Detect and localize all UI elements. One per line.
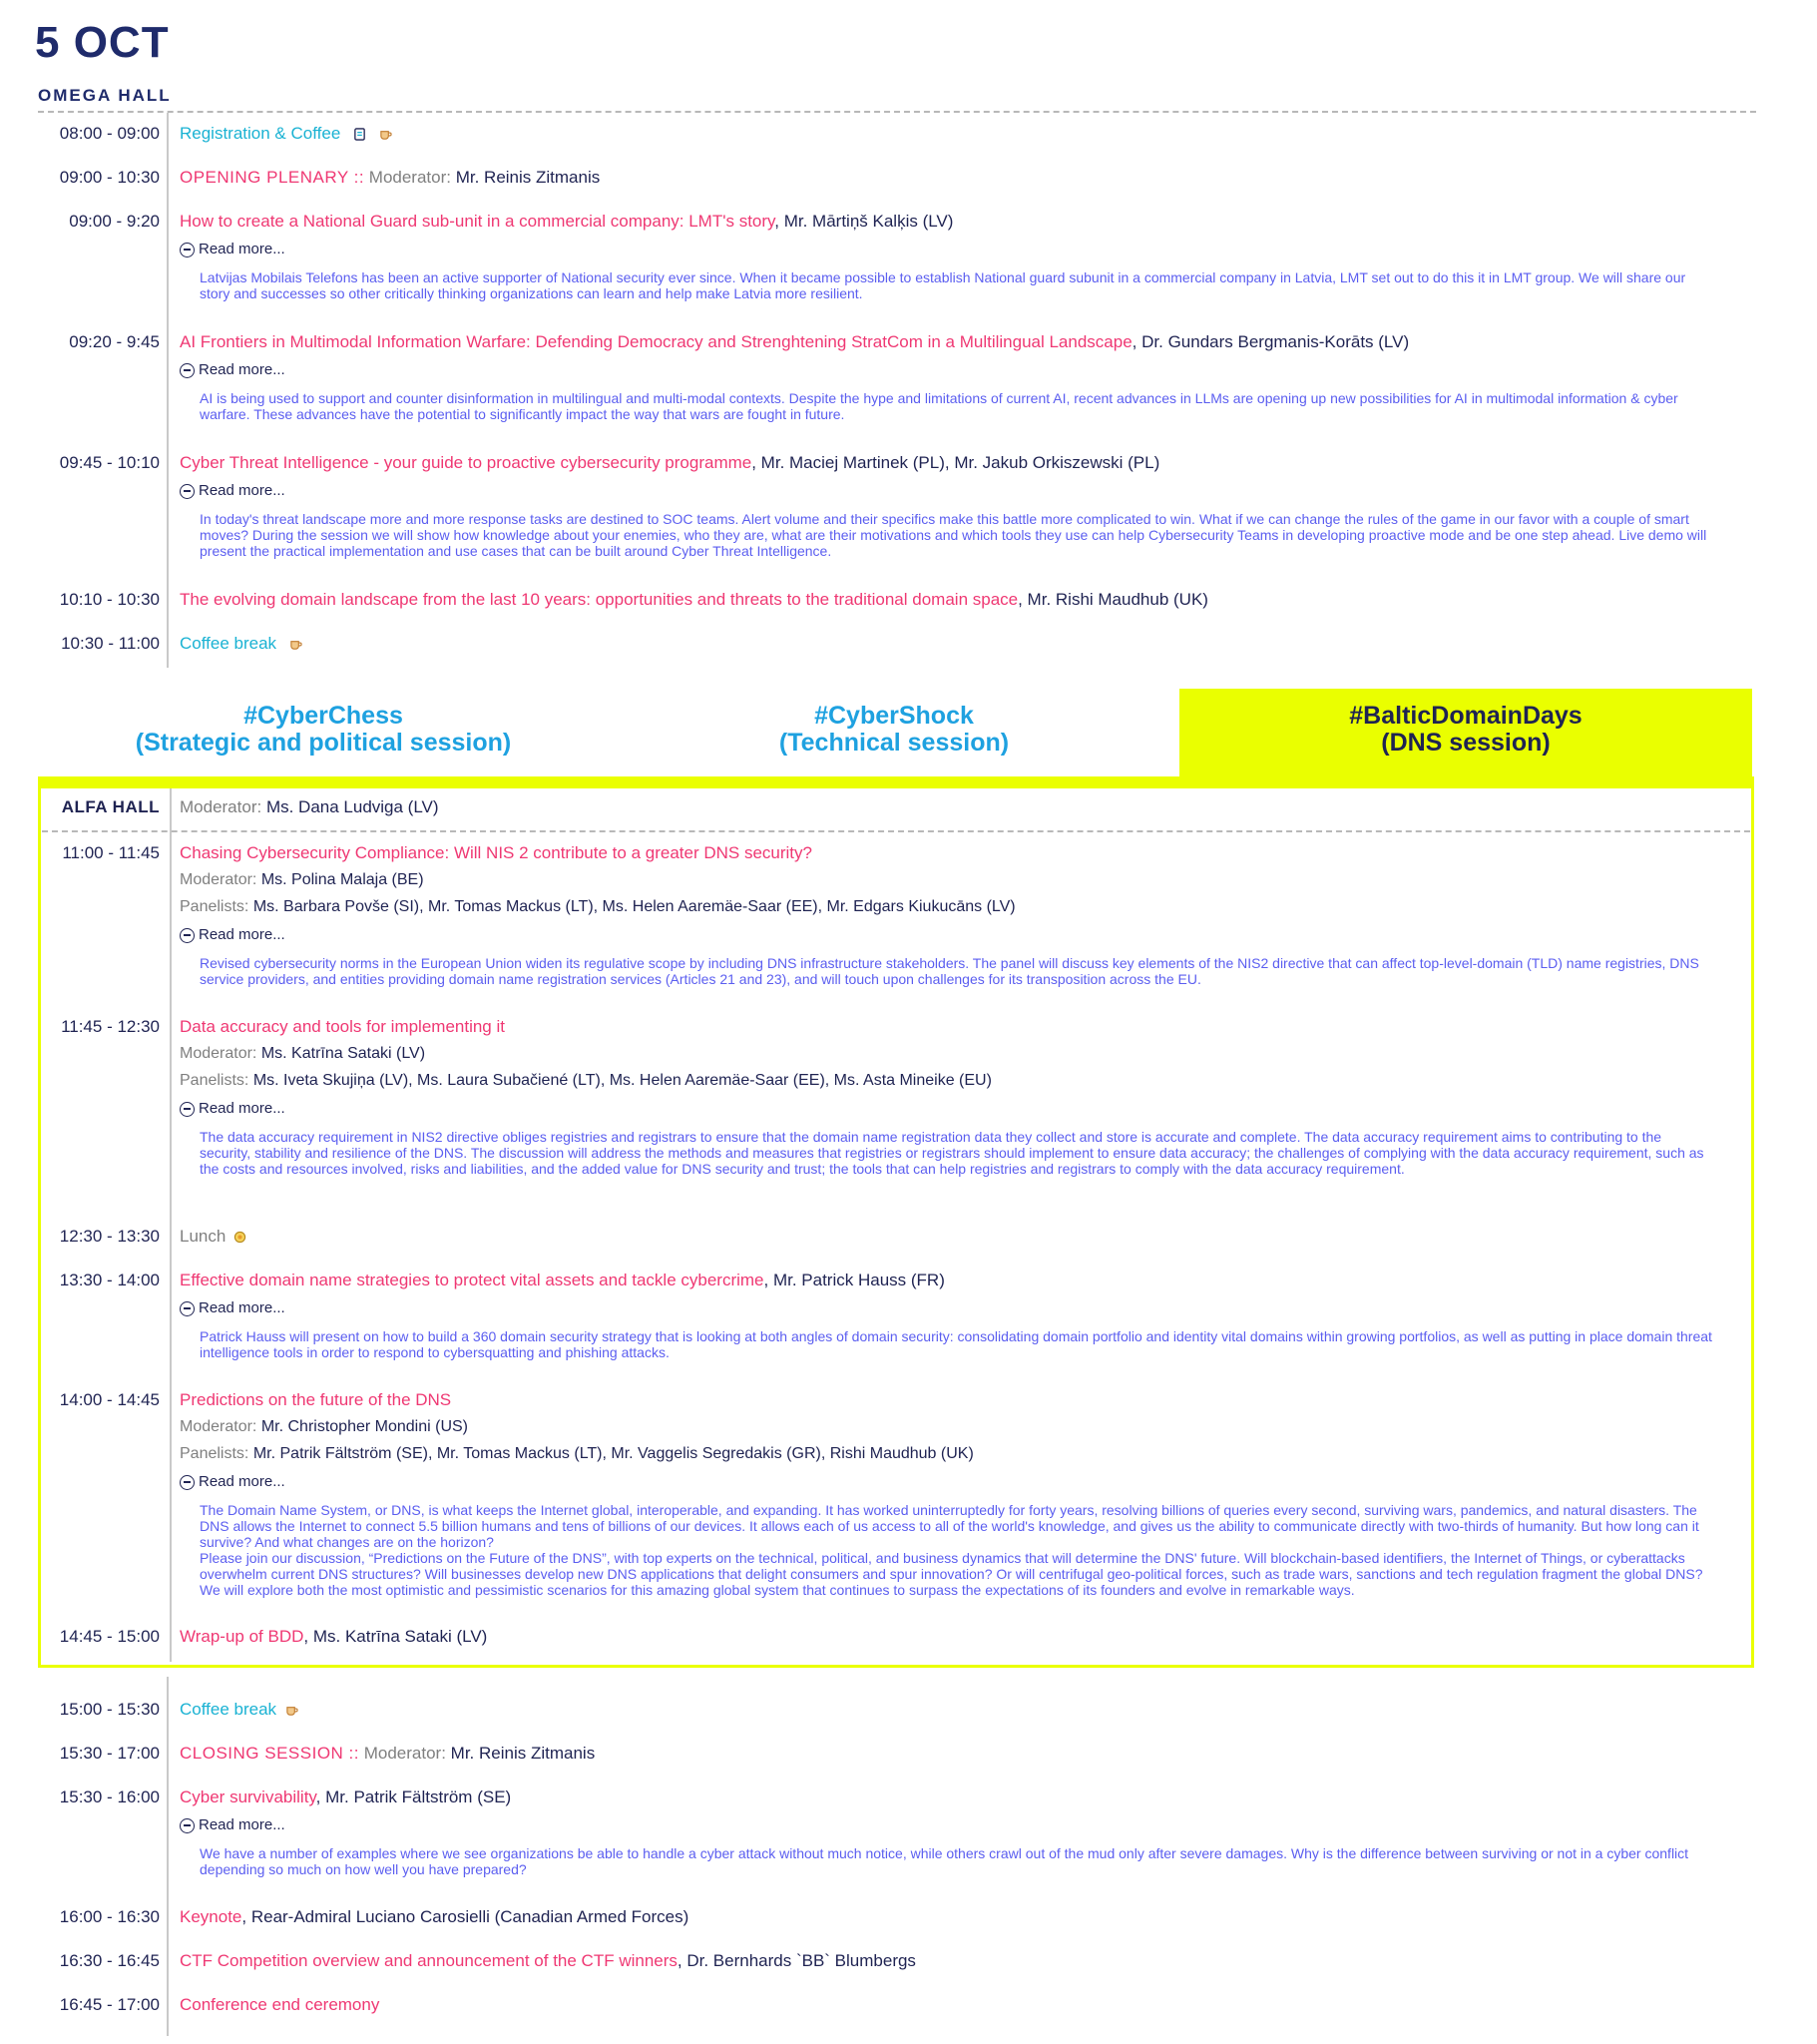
time-slot: 09:00 - 9:20 [69, 212, 160, 231]
session-title: Coffee break [180, 1700, 277, 1719]
moderator-name: Ms. Dana Ludviga (LV) [265, 797, 439, 816]
moderator-label: Moderator: [180, 797, 262, 816]
session-title[interactable]: Keynote [180, 1907, 242, 1926]
session-title: Lunch [180, 1227, 227, 1246]
hall-name: OMEGA HALL [38, 86, 172, 105]
session-description: We have a number of examples where we see organizations be able to handle a cyber attack without much notice, while others crawl out of the mud only after severe damages. Why is the difference between surviving or not in a cyber conflict depending so much on how well you have prepared? [200, 1845, 1689, 1877]
session-title[interactable]: How to create a National Guard sub-unit in a commercial company: LMT's story [180, 212, 775, 231]
badge-icon [353, 128, 366, 141]
collapse-icon [180, 1818, 195, 1833]
speaker-name: , Mr. Mārtiņš Kalķis (LV) [774, 212, 954, 231]
tab-cyberchess[interactable]: #CyberChess (Strategic and political session) [135, 702, 512, 757]
speaker-name: , Mr. Rishi Maudhub (UK) [1018, 590, 1208, 609]
collapse-icon [180, 1475, 195, 1490]
panelists-label: Panelists: [180, 1445, 249, 1462]
collapse-icon [180, 928, 195, 943]
speaker-name: , Rear-Admiral Luciano Carosielli (Canadian Armed Forces) [241, 1907, 689, 1926]
moderator-name: Ms. Katrīna Sataki (LV) [260, 1045, 426, 1062]
time-slot: 10:10 - 10:30 [59, 590, 160, 609]
time-slot: 16:30 - 16:45 [59, 1951, 160, 1970]
collapse-icon [180, 1301, 195, 1316]
collapse-icon [180, 243, 195, 257]
divider [42, 830, 1750, 832]
panelists-names: Mr. Patrik Fältström (SE), Mr. Tomas Mackus (LT), Mr. Vaggelis Segredakis (GR), Rishi Maudhub (UK) [252, 1445, 974, 1462]
timeline-line [170, 788, 172, 1662]
moderator-label: Moderator: [363, 1744, 446, 1763]
read-more-toggle[interactable]: Read more... [180, 1816, 285, 1834]
moderator-label: Moderator: [180, 871, 257, 888]
time-slot: 12:30 - 13:30 [59, 1227, 160, 1246]
panelists-label: Panelists: [180, 898, 249, 915]
panelists-names: Ms. Iveta Skujiņa (LV), Ms. Laura Subačiené (LT), Ms. Helen Aaremäe-Saar (EE), Ms. Asta Mineike (EU) [252, 1072, 992, 1089]
panelists-names: Ms. Barbara Povše (SI), Mr. Tomas Mackus (LT), Ms. Helen Aaremäe-Saar (EE), Mr. Edgars Kiukucāns (LV) [252, 898, 1016, 915]
moderator-label: Moderator: [180, 1418, 257, 1435]
collapse-icon [180, 363, 195, 378]
session-title[interactable]: Cyber survivability [180, 1788, 316, 1806]
moderator-label: Moderator: [180, 1045, 257, 1062]
time-slot: 15:30 - 17:00 [59, 1744, 160, 1763]
time-slot: 11:45 - 12:30 [61, 1017, 160, 1036]
speaker-name: , Mr. Patrik Fältström (SE) [315, 1788, 512, 1806]
divider [38, 111, 1756, 113]
session-title[interactable]: Effective domain name strategies to protect vital assets and tackle cybercrime [180, 1271, 764, 1289]
read-more-toggle[interactable]: Read more... [180, 482, 285, 500]
session-title[interactable]: Conference end ceremony [180, 1995, 380, 2014]
speaker-name: , Mr. Maciej Martinek (PL), Mr. Jakub Orkiszewski (PL) [751, 453, 1160, 472]
moderator-label: Moderator: [368, 168, 451, 187]
time-slot: 11:00 - 11:45 [62, 843, 160, 862]
read-more-toggle[interactable]: Read more... [180, 926, 285, 944]
speaker-name: , Dr. Gundars Bergmanis-Korāts (LV) [1132, 332, 1410, 351]
session-title[interactable]: The evolving domain landscape from the last 10 years: opportunities and threats to the traditional domain space [180, 590, 1019, 609]
session-title[interactable]: CTF Competition overview and announcement of the CTF winners [180, 1951, 678, 1970]
time-slot: 08:00 - 09:00 [59, 124, 160, 143]
timeline-line [167, 113, 169, 668]
coffee-cup-icon [285, 1704, 298, 1717]
time-slot: 09:00 - 10:30 [59, 168, 160, 187]
moderator-name: Ms. Polina Malaja (BE) [260, 871, 424, 888]
session-description: AI is being used to support and counter disinformation in multilingual and multi-modal contexts. Despite the hype and limitations of current AI, recent advances in LLMs are opening up new possibilities for AI in multimodal information & cyber warfare. These advances have the potential to significantly impact the way that wars are fought in future. [200, 390, 1678, 422]
moderator-name: Mr. Christopher Mondini (US) [260, 1418, 468, 1435]
speaker-name: , Mr. Patrick Hauss (FR) [763, 1271, 945, 1289]
session-tabs [38, 689, 1752, 776]
date-heading: 5 OCT [35, 18, 170, 67]
session-description: Revised cybersecurity norms in the European Union widen its regulative scope by including DNS infrastructure stakeholders. The panel will discuss key elements of the NIS2 directive that can affect top-level-domain (TLD) name registries, DNS service providers, and entities providing domain name registration services (Articles 21 and 23), and will touch upon challenges for its transposition across the EU. [200, 955, 1699, 987]
session-title[interactable]: Cyber Threat Intelligence - your guide to proactive cybersecurity programme [180, 453, 752, 472]
session-description: The Domain Name System, or DNS, is what keeps the Internet global, interoperable, and expanding. It has worked uninterruptedly for forty years, resolving billions of queries every second, surviving wars, pandemics, and natural disasters. The DNS allows the Internet to connect 5.5 billion humans and tens of billions of our devices. It allows each of us access to all of the world's knowledge, and gives us the ability to communicate directly with two-thirds of humanity. But how long can it survive? And what changes are on the horizon? [200, 1502, 1699, 1550]
plenary-title: OPENING PLENARY :: [180, 168, 365, 187]
read-more-toggle[interactable]: Read more... [180, 1473, 285, 1491]
time-slot: 13:30 - 14:00 [59, 1271, 160, 1289]
tab-balticdomaindays[interactable]: #BalticDomainDays (DNS session) [1179, 689, 1752, 776]
session-description-continued: Please join our discussion, “Predictions on the Future of the DNS”, with top experts on the technical, political, and business dynamics that will determine the DNS' future. Will blockchain-based identifiers, the Internet of Things, or cyberattacks overwhelm current DNS structures? Will businesses develop new DNS applications that delight consumers and spur innovation? Or will centrifugal geo-political forces, such as trade wars, sanctions and tech regulation fragment the global DNS? We will explore both the most optimistic and pessimistic scenarios for this amazing global system that continues to surpass the expectations of its founders and evolve in remarkable ways. [200, 1550, 1703, 1598]
read-more-toggle[interactable]: Read more... [180, 1100, 285, 1118]
read-more-toggle[interactable]: Read more... [180, 361, 285, 379]
session-title[interactable]: Data accuracy and tools for implementing it [180, 1017, 505, 1036]
session-description: Latvijas Mobilais Telefons has been an active supporter of National security ever since. When it became possible to establish National guard subunit in a commercial company in Latvia, LMT set out to do this it in LMT group. We will share our story and successes so other critically thinking organizations can learn and help make Latvia more resilient. [200, 269, 1686, 301]
coffee-cup-icon [379, 128, 392, 141]
collapse-icon [180, 1102, 195, 1117]
timeline-line [167, 1677, 169, 2036]
read-more-toggle[interactable]: Read more... [180, 1299, 285, 1317]
speaker-name: , Ms. Katrīna Sataki (LV) [303, 1627, 488, 1646]
session-title: Registration & Coffee [180, 124, 341, 143]
time-slot: 14:00 - 14:45 [59, 1390, 160, 1409]
read-more-toggle[interactable]: Read more... [180, 241, 285, 258]
time-slot: 15:30 - 16:00 [59, 1788, 160, 1806]
session-title[interactable]: Chasing Cybersecurity Compliance: Will NIS 2 contribute to a greater DNS security? [180, 843, 812, 862]
session-title[interactable]: Wrap-up of BDD [180, 1627, 304, 1646]
session-title[interactable]: Predictions on the future of the DNS [180, 1390, 452, 1409]
speaker-name: , Dr. Bernhards `BB` Blumbergs [677, 1951, 916, 1970]
time-slot: 10:30 - 11:00 [61, 634, 160, 653]
session-title[interactable]: AI Frontiers in Multimodal Information Warfare: Defending Democracy and Strenghtening StratCom in a Multilingual Landscape [180, 332, 1133, 351]
hall-name: ALFA HALL [61, 797, 160, 816]
session-description: In today's threat landscape more and more response tasks are destined to SOC teams. Alert volume and their specifics make this battle more complicated to win. What if we can change the rules of the game in our favor with a couple of smart moves? During the session we will show how knowledge about your enemies, who they are, what are their motivations and which tools they use can help Cybersecurity Teams in developing proactive mode and be one step ahead. Live demo will present the practical implementation and use cases that can be built around Cyber Threat Intelligence. [200, 511, 1707, 559]
time-slot: 16:00 - 16:30 [59, 1907, 160, 1926]
time-slot: 09:45 - 10:10 [59, 453, 160, 472]
panelists-label: Panelists: [180, 1072, 249, 1089]
time-slot: 16:45 - 17:00 [59, 1995, 160, 2014]
session-description: Patrick Hauss will present on how to build a 360 domain security strategy that is looking at both angles of domain security: consolidating domain portfolio and identity vital domains within growing portfolios, as well as putting in place domain threat intelligence tools in order to respond to cybersquatting and phishing attacks. [200, 1328, 1712, 1360]
moderator-name: Mr. Reinis Zitmanis [455, 168, 601, 187]
lunch-icon [233, 1231, 246, 1244]
moderator-name: Mr. Reinis Zitmanis [450, 1744, 596, 1763]
closing-session-title: CLOSING SESSION :: [180, 1744, 359, 1763]
collapse-icon [180, 484, 195, 499]
time-slot: 09:20 - 9:45 [69, 332, 160, 351]
time-slot: 14:45 - 15:00 [59, 1627, 160, 1646]
time-slot: 15:00 - 15:30 [59, 1700, 160, 1719]
tab-cybershock[interactable]: #CyberShock (Technical session) [778, 702, 1010, 757]
session-description: The data accuracy requirement in NIS2 directive obliges registries and registrars to ensure that the domain name registration data they collect and store is accurate and complete. The data accuracy requirement aims to contributing to the security, stability and resilience of the DNS. The discussion will address the methods and measures that registries or registrars should implement to ensure data accuracy; the challenges of complying with the data accuracy requirement, such as the costs and resources involved, risks and liabilities, and the added value for DNS security and trust; the tools that can help registries and registrars to comply with the data accuracy requirement. [200, 1129, 1704, 1177]
session-title: Coffee break [180, 634, 277, 653]
coffee-cup-icon [289, 638, 302, 651]
